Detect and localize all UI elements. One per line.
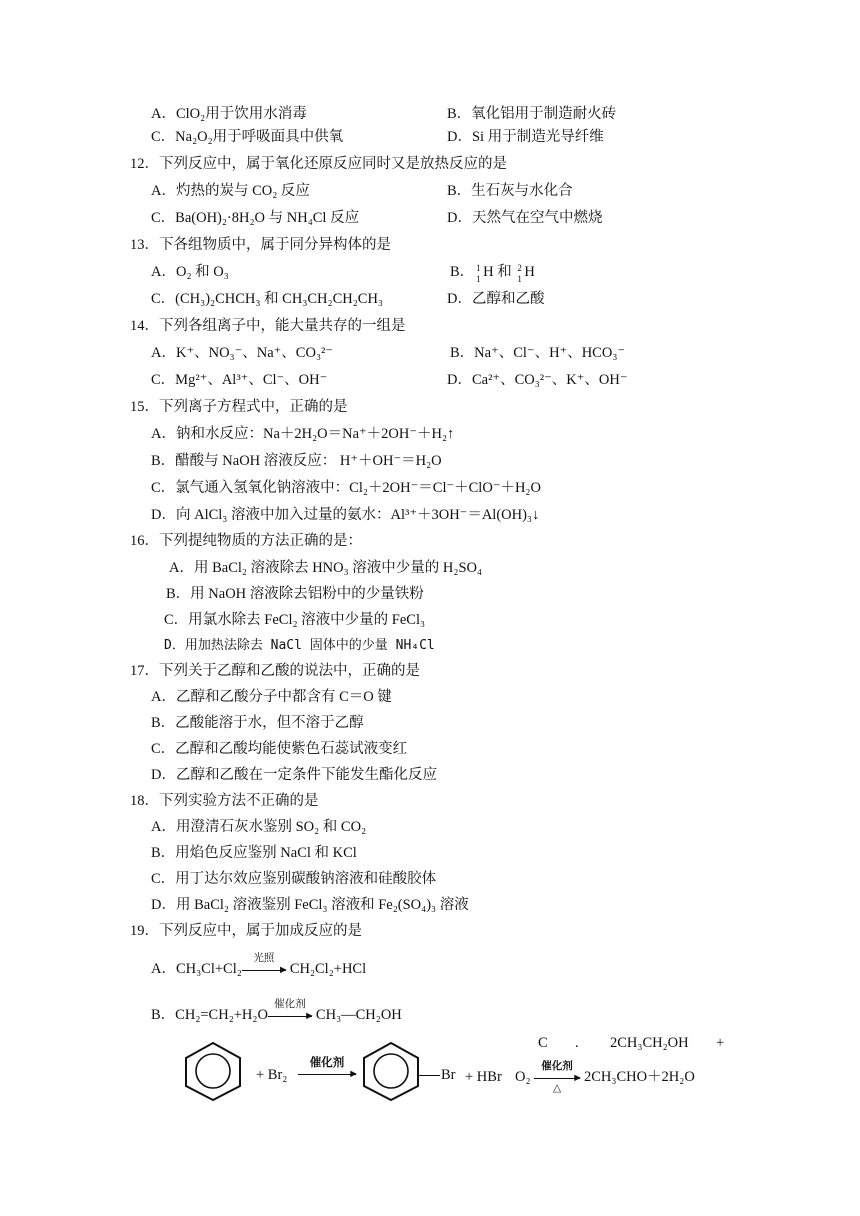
q14-option-d: D．Ca²⁺、CO₃²⁻、K⁺、OH⁻ — [447, 372, 628, 388]
q16-option-b: B．用 NaOH 溶液除去铝粉中的少量铁粉 — [166, 586, 424, 602]
q19-option-b-reactants: B．CH₂=CH₂+H₂O — [151, 1007, 268, 1023]
q15-option-d: D．向 AlCl₃ 溶液中加入过量的氨水：Al³⁺＋3OH⁻＝Al(OH)₃↓ — [151, 507, 540, 523]
q13-isotope1-number: 1 — [476, 274, 481, 284]
q15-option-c: C．氯气通入氢氧化钠溶液中：Cl₂＋2OH⁻＝Cl⁻＋ClO⁻＋H₂O — [151, 480, 541, 496]
q19-option-b-condition: 催化剂 — [274, 998, 306, 1010]
q12-option-a: A．灼热的炭与 CO₂ 反应 — [151, 183, 310, 199]
q12-option-c: C．Ba(OH)₂·8H₂O 与 NH₄Cl 反应 — [151, 210, 360, 226]
q16-option-c: C．用氯水除去 FeCl₂ 溶液中少量的 FeCl₃ — [164, 612, 426, 628]
q19-option-d-br: Br — [441, 1067, 456, 1083]
q12-option-b: B．生石灰与水化合 — [447, 183, 573, 199]
q14-option-a: A．K⁺、NO₃⁻、Na⁺、CO₃²⁻ — [151, 345, 334, 361]
q19-option-c-arrow: 催化剂 ► △ — [534, 1068, 580, 1086]
q19-option-c-product: 2CH₃CHO＋2H₂O — [584, 1069, 695, 1085]
q11-option-c: C．Na₂O₂用于呼吸面具中供氧 — [151, 129, 344, 145]
q13-isotope2-mass: 2 — [517, 263, 522, 273]
q17-stem: 17．下列关于乙醇和乙酸的说法中，正确的是 — [130, 663, 420, 679]
q13-option-b — [450, 263, 535, 284]
q19-option-c-reactant: 2CH₃CH₂OH — [610, 1035, 689, 1051]
q12-option-d: D．天然气在空气中燃烧 — [447, 210, 603, 226]
q19-option-b-arrow: 催化剂 ► — [268, 1008, 312, 1024]
q19-option-d-plus-br2: + Br₂ — [256, 1067, 288, 1083]
q11-option-a: A．ClO₂用于饮用水消毒 — [151, 106, 307, 122]
q16-stem: 16．下列提纯物质的方法正确的是： — [130, 533, 362, 549]
q13-option-a: A．O₂ 和 O₃ — [151, 264, 229, 280]
q13-stem: 13．下各组物质中，属于同分异构体的是 — [130, 237, 391, 253]
q19-stem: 19．下列反应中，属于加成反应的是 — [130, 923, 362, 939]
q17-option-d: D．乙醇和乙酸在一定条件下能发生酯化反应 — [151, 767, 437, 783]
benzene-ring-icon — [180, 1040, 246, 1102]
q19-option-b-products: CH₃—CH₂OH — [315, 1007, 402, 1023]
q19-option-d-hbr: + HBr — [465, 1069, 502, 1085]
q19-option-c-plus: + — [716, 1035, 725, 1051]
q19-option-c-condition-bottom: △ — [552, 1082, 562, 1094]
q17-option-c: C．乙醇和乙酸均能使紫色石蕊试液变红 — [151, 741, 408, 757]
q18-option-d: D．用 BaCl₂ 溶液鉴别 FeCl₃ 溶液和 Fe₂(SO₄)₃ 溶液 — [151, 897, 469, 913]
q11-option-b: B．氧化铝用于制造耐火砖 — [447, 106, 617, 122]
q13-option-d: D．乙醇和乙酸 — [447, 291, 545, 307]
q13-isotope2-number: 1 — [517, 274, 522, 284]
q14-stem: 14．下列各组离子中，能大量共存的一组是 — [130, 318, 406, 334]
q19-option-a-products: CH₂Cl₂+HCl — [289, 961, 367, 977]
q18-option-a: A．用澄清石灰水鉴别 SO₂ 和 CO₂ — [151, 819, 367, 835]
q15-option-a: A．钠和水反应：Na＋2H₂O＝Na⁺＋2OH⁻＋H₂↑ — [151, 426, 455, 442]
q19-option-a — [151, 952, 367, 978]
q13-option-c: C．(CH₃)₂CHCH₃ 和 CH₃CH₂CH₂CH₃ — [151, 291, 383, 307]
q18-option-b: B．用焰色反应鉴别 NaCl 和 KCl — [151, 845, 357, 861]
q14-option-b: B．Na⁺、Cl⁻、H⁺、HCO₃⁻ — [450, 345, 626, 361]
q13-isotope1-symbol: H — [483, 264, 494, 280]
q16-option-d: D．用加热法除去 NaCl 固体中的少量 NH₄Cl — [164, 638, 435, 653]
q19-option-d-arrow: 催化剂 ► — [298, 1064, 356, 1082]
q18-stem: 18．下列实验方法不正确的是 — [130, 793, 319, 809]
q19-option-b — [151, 998, 402, 1024]
q17-option-b: B．乙酸能溶于水，但不溶于乙醇 — [151, 715, 364, 731]
q19-option-c-label: C — [538, 1035, 548, 1051]
bromo-bond — [418, 1075, 440, 1076]
q19-option-a-reactants: A．CH₃Cl+Cl₂ — [151, 961, 242, 977]
q19-option-d-condition: 催化剂 — [309, 1056, 345, 1069]
q15-stem: 15．下列离子方程式中，正确的是 — [130, 399, 348, 415]
q13-isotope2-symbol: H — [524, 264, 535, 280]
q13-isotope1-mass: 1 — [476, 263, 481, 273]
q18-option-c: C．用丁达尔效应鉴别碳酸钠溶液和硅酸胶体 — [151, 871, 437, 887]
bromobenzene-ring-icon — [358, 1040, 424, 1102]
q13-option-b-prefix: B． — [450, 264, 475, 280]
q13-option-b-and: 和 — [493, 264, 516, 280]
q11-option-d: D．Si 用于制造光导纤维 — [447, 129, 604, 145]
q15-option-b: B．醋酸与 NaOH 溶液反应： H⁺＋OH⁻＝H₂O — [151, 453, 442, 469]
q17-option-a: A．乙醇和乙酸分子中都含有 C＝O 键 — [151, 689, 392, 705]
q14-option-c: C．Mg²⁺、Al³⁺、Cl⁻、OH⁻ — [151, 372, 328, 388]
q19-option-c-dot: . — [575, 1035, 579, 1051]
q12-stem: 12．下列反应中，属于氧化还原反应同时又是放热反应的是 — [130, 156, 507, 172]
q16-option-a: A．用 BaCl₂ 溶液除去 HNO₃ 溶液中少量的 H₂SO₄ — [169, 560, 483, 576]
q19-option-c-o2: O₂ — [515, 1069, 531, 1085]
q19-option-c-condition-top: 催化剂 — [541, 1060, 573, 1072]
q19-option-a-condition: 光照 — [253, 952, 275, 964]
q19-option-a-arrow: 光照 ► — [242, 962, 286, 978]
